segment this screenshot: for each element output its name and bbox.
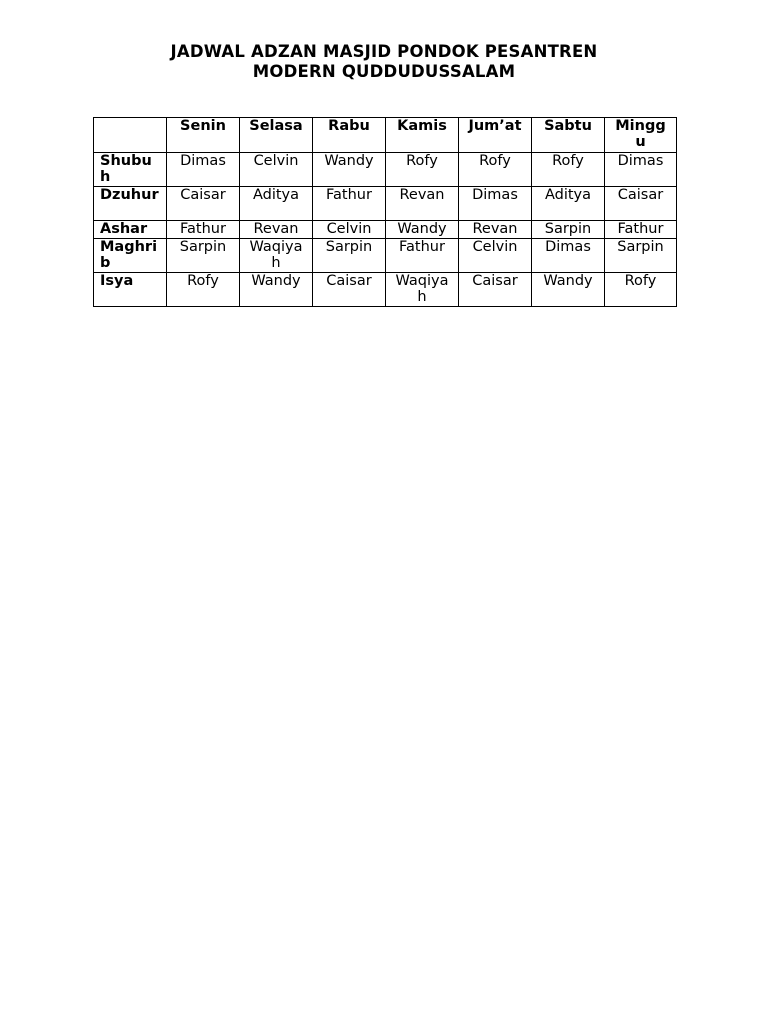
muadzin-cell: Waqiyah — [386, 273, 459, 307]
day-header: Minggu — [605, 118, 677, 153]
day-header: Sabtu — [532, 118, 605, 153]
muadzin-cell: Rofy — [605, 273, 677, 307]
muadzin-cell: Wandy — [240, 273, 313, 307]
corner-cell — [94, 118, 167, 153]
muadzin-cell: Sarpin — [532, 221, 605, 239]
day-header: Jum’at — [459, 118, 532, 153]
adzan-schedule-table — [93, 117, 677, 307]
prayer-name: Dzuhur — [94, 187, 167, 221]
muadzin-cell: Dimas — [532, 239, 605, 273]
muadzin-cell: Celvin — [459, 239, 532, 273]
day-header: Kamis — [386, 118, 459, 153]
muadzin-cell: Caisar — [167, 187, 240, 221]
muadzin-cell: Revan — [240, 221, 313, 239]
muadzin-cell: Wandy — [386, 221, 459, 239]
prayer-name: Maghrib — [94, 239, 167, 273]
title-line-2: MODERN QUDDUDUSSALAM — [252, 62, 516, 81]
muadzin-cell: Fathur — [605, 221, 677, 239]
muadzin-cell: Sarpin — [605, 239, 677, 273]
muadzin-cell: Wandy — [313, 153, 386, 187]
muadzin-cell: Caisar — [605, 187, 677, 221]
muadzin-cell: Aditya — [532, 187, 605, 221]
muadzin-cell: Revan — [459, 221, 532, 239]
table-row — [94, 221, 677, 239]
muadzin-cell: Fathur — [386, 239, 459, 273]
day-header: Rabu — [313, 118, 386, 153]
muadzin-cell: Wandy — [532, 273, 605, 307]
muadzin-cell: Dimas — [605, 153, 677, 187]
muadzin-cell: Dimas — [459, 187, 532, 221]
day-header: Selasa — [240, 118, 313, 153]
table-header-row — [94, 118, 677, 153]
day-header: Senin — [167, 118, 240, 153]
muadzin-cell: Rofy — [167, 273, 240, 307]
table-row — [94, 239, 677, 273]
document-title — [0, 42, 768, 82]
muadzin-cell: Rofy — [459, 153, 532, 187]
muadzin-cell: Waqiyah — [240, 239, 313, 273]
prayer-name: Shubuh — [94, 153, 167, 187]
muadzin-cell: Revan — [386, 187, 459, 221]
muadzin-cell: Celvin — [240, 153, 313, 187]
muadzin-cell: Rofy — [532, 153, 605, 187]
table-row — [94, 187, 677, 221]
muadzin-cell: Sarpin — [167, 239, 240, 273]
prayer-name: Isya — [94, 273, 167, 307]
muadzin-cell: Dimas — [167, 153, 240, 187]
table-row — [94, 153, 677, 187]
title-line-1: JADWAL ADZAN MASJID PONDOK PESANTREN — [170, 42, 598, 61]
prayer-name: Ashar — [94, 221, 167, 239]
muadzin-cell: Aditya — [240, 187, 313, 221]
muadzin-cell: Sarpin — [313, 239, 386, 273]
table-row — [94, 273, 677, 307]
muadzin-cell: Caisar — [459, 273, 532, 307]
muadzin-cell: Fathur — [167, 221, 240, 239]
muadzin-cell: Fathur — [313, 187, 386, 221]
muadzin-cell: Rofy — [386, 153, 459, 187]
muadzin-cell: Celvin — [313, 221, 386, 239]
muadzin-cell: Caisar — [313, 273, 386, 307]
